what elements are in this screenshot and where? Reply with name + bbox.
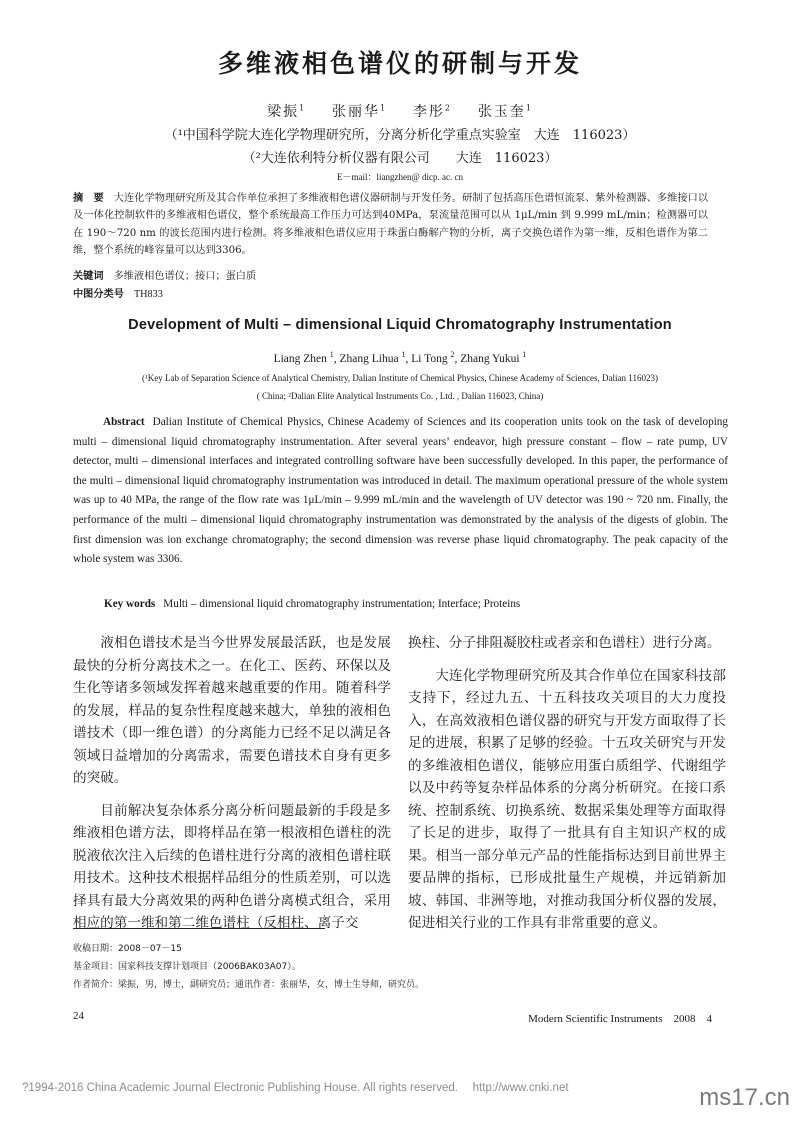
author-en: Liang Zhen $^1$ <box>273 350 334 365</box>
body-paragraph: 大连化学物理研究所及其合作单位在国家科技部支持下，经过九五、十五科技攻关项目的大力度投入，在高效液相色谱仪器的研究与开发方面取得了长足的进展，积累了足够的经验。十五攻关研究与开发的多维液相色谱仪，能够应用蛋白质组学、代谢组学以及中药等复杂样品体系的分离分析研究。在接口系统、控制系统、切换系统、数据采集处理等方面取得了长足的进步，取得了一批具有自主知识产权的成果。相当一部分单元产品的性能指标达到目前世界主要品牌的指标，已形成批量生产规模，并远销新加坡、韩国、非洲等地，对推动我国分析仪器的发展，促进相关行业的工作具有非常重要的意义。 <box>408 667 726 931</box>
abstract-cn-text: 大连化学物理研究所及其合作单位承担了多维液相色谱仪器研制与开发任务。研制了包括高压色谱恒流泵、紫外检测器、多维接口以及一体化控制软件的多维液相色谱仪，整个系统最高工作压力可达到40MPa，泵流量范围可以从 1μL/min 到 9.999 mL/min；检测器可以在 190～720 nm 的波长范围内进行检测。将多维液相色谱仪应用于珠蛋白酶解产物的分析，离子交换色谱作为第一维，反相色谱作为第二维，整个系统的峰容量可以达到3306。 <box>73 193 709 257</box>
body-column-right <box>408 632 726 945</box>
title-cn: 多维液相色谱仪的研制与开发 <box>217 49 582 78</box>
keywords-en <box>104 598 520 610</box>
keywords-cn <box>73 268 708 285</box>
author-cn: 李彤$^2$ <box>412 103 452 120</box>
abstract-en-label: Abstract <box>103 416 145 428</box>
body-paragraph: 目前解决复杂体系分离分析问题最新的手段是多维液相色谱方法，即将样品在第一根液相色谱柱的洗脱液依次注入后续的色谱柱进行分离的液相色谱柱联用技术。这种技术根据样品组分的性质差别，可以选择具有最大分离效果的两种色谱分离模式组合，采用相应的第一维和第二维色谱柱（反相柱、离子交 <box>73 802 391 931</box>
body-paragraph: 液相色谱技术是当今世界发展最活跃，也是发展最快的分析分离技术之一。在化工、医药、环保以及生化等诸多领域发挥着越来越重要的作用。随着科学的发展，样品的复杂性程度越来越大，单独的液相色谱技术（即一维色谱）的分离能力已经不足以满足各领域日益增加的分离需求，需要色谱技术自身有更多的突破。 <box>73 635 391 786</box>
affiliation-cn-line1: （¹中国科学院大连化学物理研究所，分离分析化学重点实验室 大连 116023） <box>164 128 636 143</box>
authors-cn <box>0 101 800 121</box>
affiliation-cn-line2: （²大连依利特分析仪器有限公司 大连 116023） <box>242 151 558 166</box>
keywords-cn-label: 关键词 <box>73 271 104 282</box>
site-watermark: ms17.cn <box>699 1084 790 1111</box>
author-cn: 梁振$^1$ <box>267 103 307 120</box>
author-en: Zhang Lihua $^1$ <box>339 350 406 365</box>
keywords-en-label: Key words <box>104 598 156 610</box>
affiliation-en-line2: ( China; ²Dalian Elite Analytical Instruments Co. , Ltd. , Dalian 116023, China) <box>256 391 544 401</box>
abstract-cn <box>73 190 708 260</box>
footnote-fund: 基金项目：国家科技支撑计划项目（2006BAK03A07）。 <box>73 962 301 972</box>
keywords-en-text: Multi – dimensional liquid chromatography instrumentation; Interface; Proteins <box>163 598 521 610</box>
body-paragraph: 换柱、分子排阻凝胶柱或者亲和色谱柱）进行分离。 <box>408 635 721 651</box>
footnote-received: 收稿日期：2008－07－15 <box>73 944 182 954</box>
page-number: 24 <box>73 1010 84 1022</box>
clc-label: 中图分类号 <box>73 289 124 300</box>
keywords-cn-text: 多维液相色谱仪；接口；蛋白质 <box>113 271 257 282</box>
journal-reference: Modern Scientific Instruments 2008 4 <box>528 1013 712 1025</box>
footnote-divider <box>73 928 325 929</box>
author-en: Zhang Yukui $^1$ <box>460 350 527 365</box>
author-cn: 张玉奎$^1$ <box>477 103 533 120</box>
footnote-author: 作者简介：梁振，男，博士，副研究员；通讯作者：张丽华，女，博士生导师，研究员。 <box>73 980 425 990</box>
abstract-en-text: Dalian Institute of Chemical Physics, Chinese Academy of Sciences and its cooperation units took on the task of developing multi – dimensional liquid chromatography instrumentation. After several years’ endeavor, high pressure constant – flow – rate pump, UV detector, multi – dimensional interfaces and integrated controlling software have been successfully developed. In this paper, the performance of the multi – dimensional liquid chromatography instrumentation was introduced in detail. The maximum operational pressure of the whole system was up to 40 MPa, the range of the flow rate was 1μL/min – 9.999 mL/min and the wavelength of UV detector was 190 ~ 720 nm. Finally, the performance of the multi – dimensional liquid chromatography instrumentation was demonstrated by the analysis of the digests of globin. The first dimension was ion exchange chromatography; the second dimension was reverse phase liquid chromatography. The peak capacity of the whole system was 3306. <box>73 416 728 566</box>
authors-en: Liang Zhen $^1$, Zhang Lihua $^1$, Li Tong $^2$, Zhang Yukui $^1$ <box>273 350 527 365</box>
author-en: Li Tong $^2$ <box>411 350 455 365</box>
abstract-en <box>73 413 728 570</box>
author-cn: 张丽华$^1$ <box>332 103 388 120</box>
body-column-left <box>73 632 391 945</box>
title-en: Development of Multi – dimensional Liquid Chromatography Instrumentation <box>128 317 672 333</box>
clc-number <box>73 286 708 303</box>
author-email: E－mail：liangzhen@ dicp. ac. cn <box>337 172 463 182</box>
clc-text: TH833 <box>133 289 163 300</box>
abstract-cn-label: 摘 要 <box>73 193 104 204</box>
affiliation-en-line1: (¹Key Lab of Separation Science of Analytical Chemistry, Dalian Institute of Chemical Physics, Chinese Academy of Sciences, Dalian 116023) <box>142 373 658 383</box>
copyright-line: ?1994-2016 China Academic Journal Electronic Publishing House. All rights reserved. http://www.cnki.net <box>22 1082 569 1094</box>
